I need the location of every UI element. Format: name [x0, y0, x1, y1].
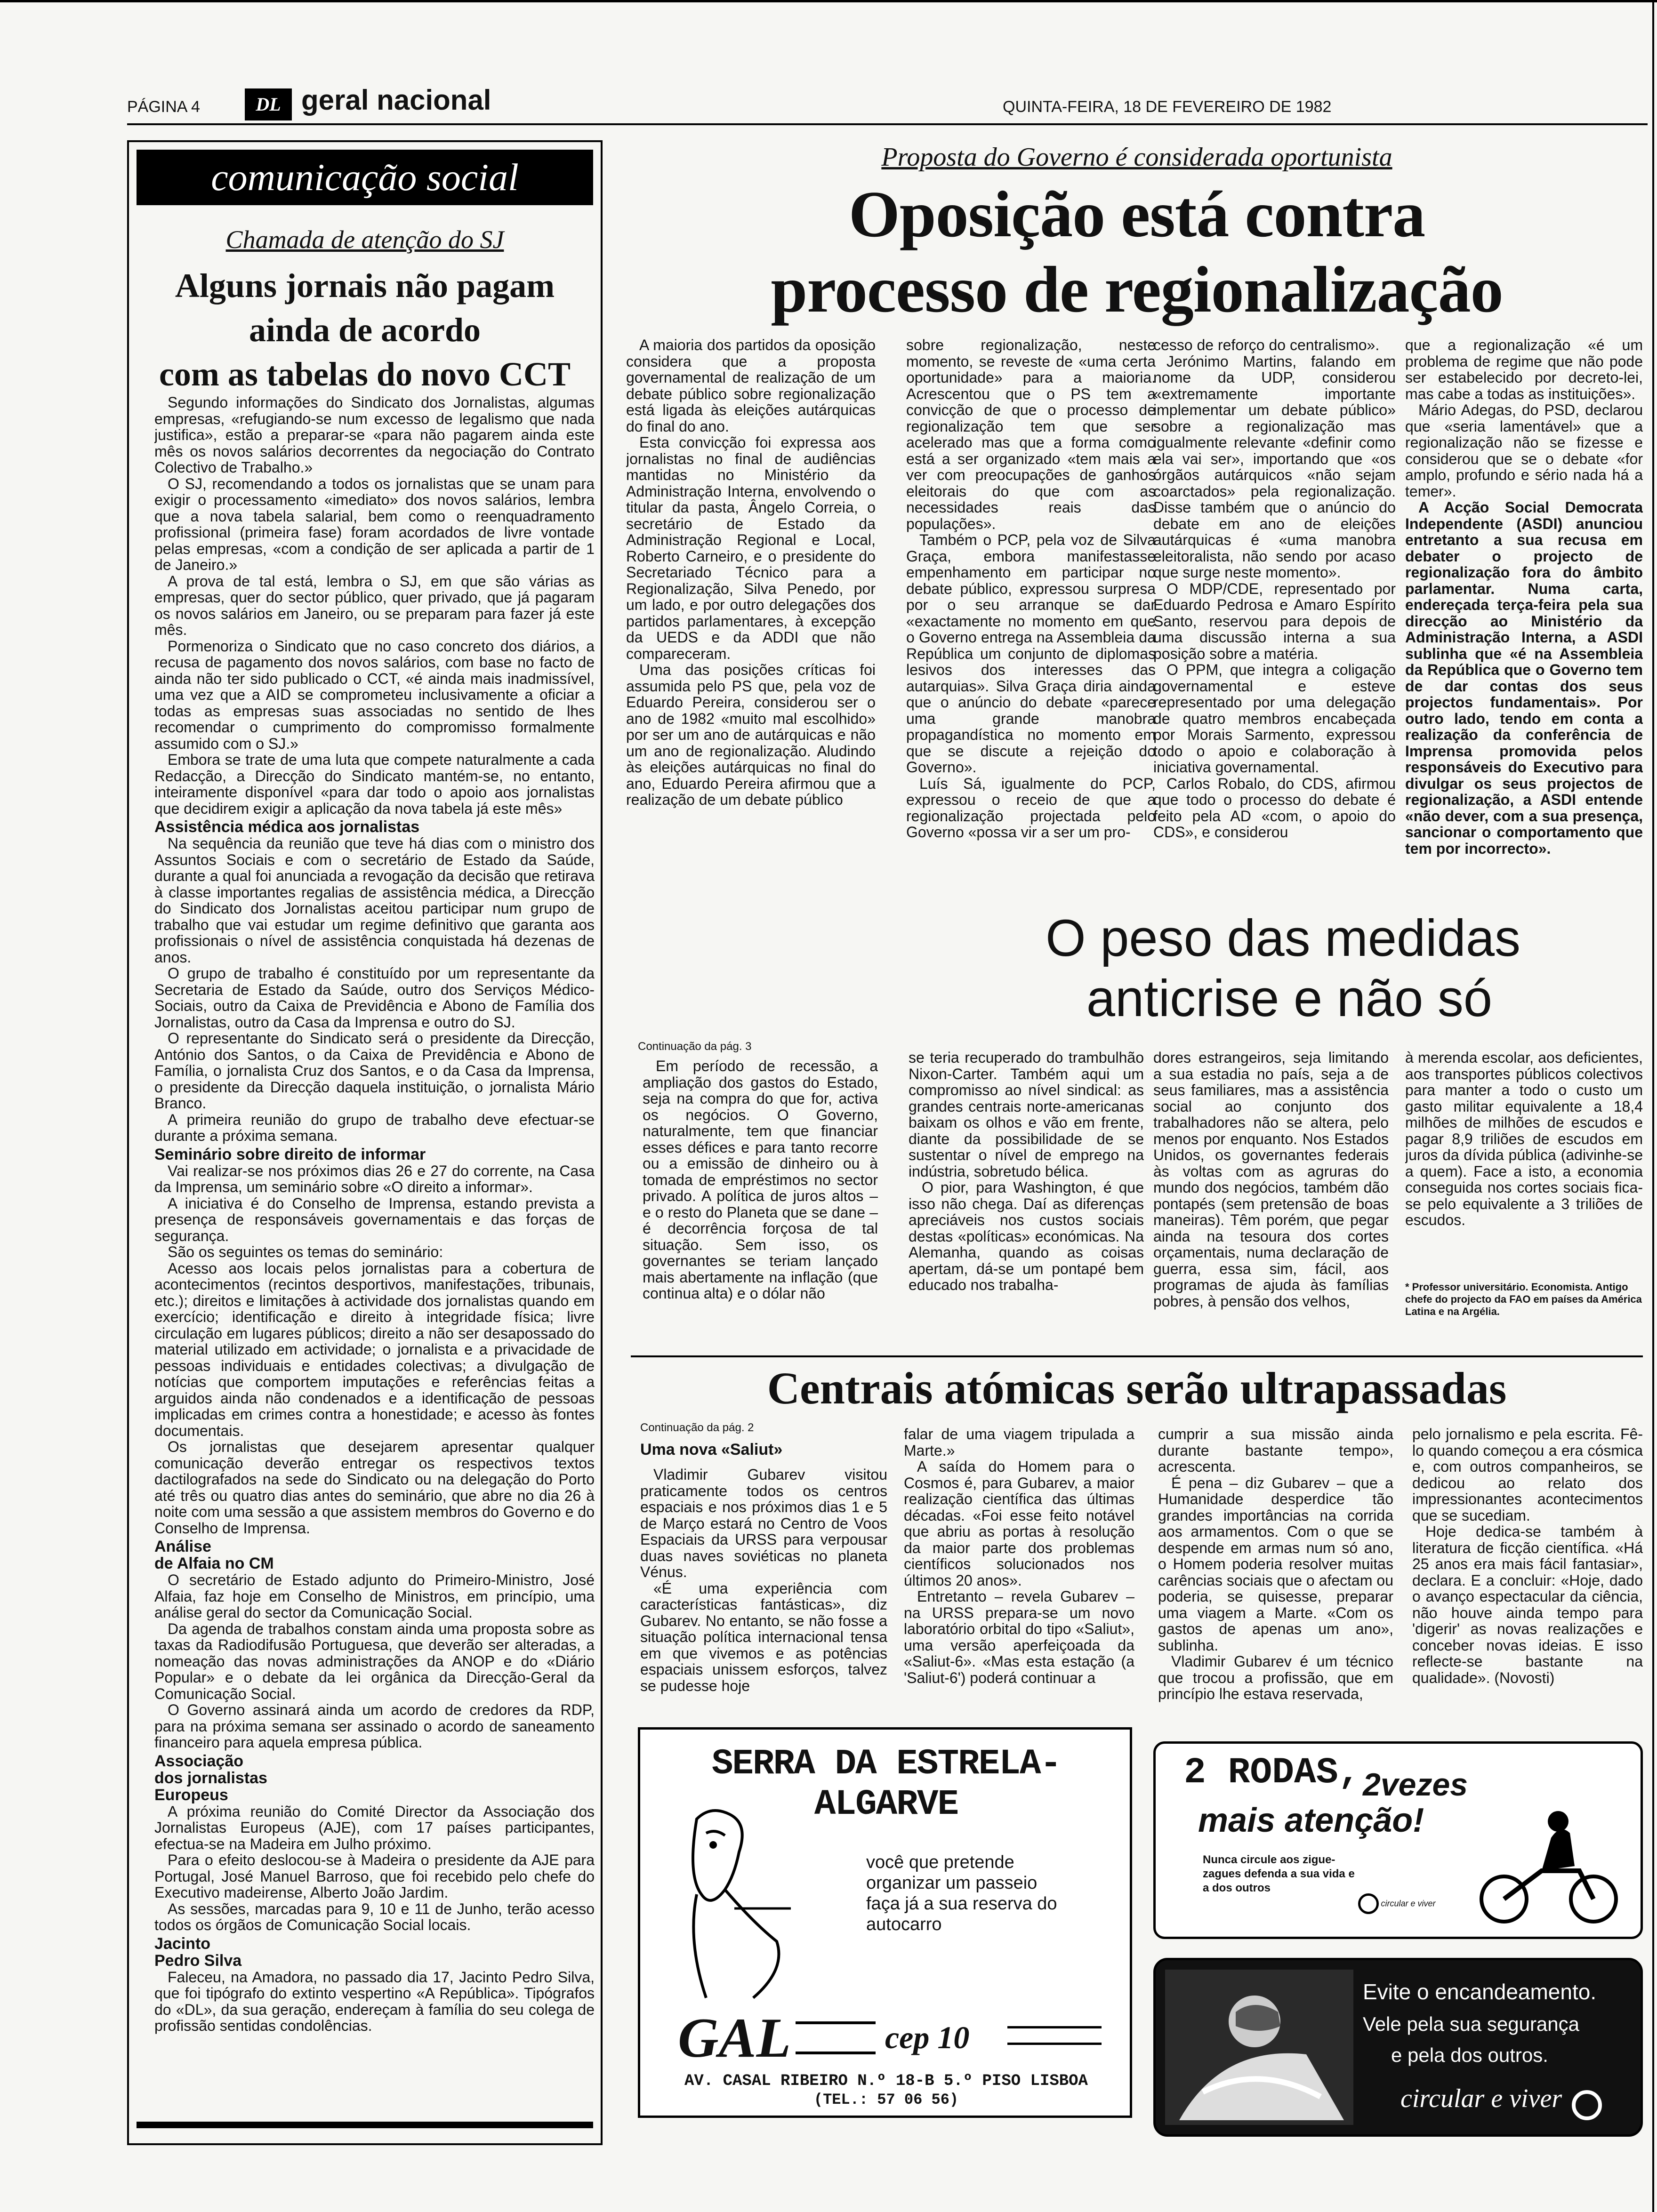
dl-logo — [245, 88, 292, 120]
atomic-col-2 — [904, 1426, 1134, 1704]
sj-kicker: Chamada de atenção do SJ — [225, 225, 504, 254]
regional-paragraph: A Acção Social Democrata Independente (ASDI) anunciou entretanto a sua recusa em debater o projecto de regionalização fora do âmbito parlamentar. Numa carta, endereçada terça-feira pela sua direcção ao Ministério da Administração Interna, a ASDI sublinha que «é na Assembleia da República que o Governo tem de dar contas dos seus projectos fundamentais». Por outro lado, tendo em conta a realização da conferência de Imprensa promovida pelos responsáveis do Executivo para divulgar os seus projectos de regionalização, a ASDI entende «não dever, com a sua presença, sancionar o comportamento que tem por incorrecto». — [1405, 499, 1643, 857]
sj-paragraph: Vai realizar-se nos próximos dias 26 e 27 do corrente, na Casa da Imprensa, um seminário sobre «O direito a informar». — [154, 1162, 595, 1195]
atomic-paragraph: É pena – diz Gubarev – que a Humanidade desperdice tão grandes importâncias na corrida aos armamentos. Com o que se despende em armas num só ano, o Homem poderia resolver muitas carências sociais que o afectam ou poderia, se quisesse, preparar uma viagem a Marte. «Com os gastos de apenas um ano», sublinha. — [1158, 1474, 1393, 1654]
sj-paragraph: O SJ, recomendando a todos os jornalistas que se unam para exigir o processamento «imediato» dos novos salários, lembra que a nova tabela salarial, bem como o reenquadramento profissional (primeira fase) foram acordados de livre vontade pelas empresas, «com a condição de ser aplicada a partir de 1 de Janeiro.» — [154, 475, 595, 573]
sj-paragraph: Embora se trate de uma luta que compete naturalmente a cada Redacção, a Direcção do Sindicato mantém-se, no entanto, inteiramente disponível «para dar todo o apoio aos jornalistas que decidirem exigir a aplicação da nova tabela já este mês» — [154, 751, 595, 817]
atomic-continuation: Continuação da pág. 2 — [640, 1421, 754, 1434]
atomic-headline: Centrais atómicas serão ultrapassadas — [767, 1363, 1507, 1413]
ad-bus-phone: (TEL.: 57 06 56) — [813, 2091, 959, 2108]
sj-paragraph: O secretário de Estado adjunto do Primeiro-Ministro, José Alfaia, faz hoje em Conselho de Ministros, em princípio, uma análise geral do sector da Comunicação Social. — [154, 1571, 595, 1621]
subhead-line: de Alfaia no CM — [154, 1555, 274, 1572]
ad-bus-tagline: você que pretende organizar um passeio faça já a sua reserva do autocarro — [866, 1852, 1057, 1934]
atomic-paragraph: «É uma experiência com características fantásticas», diz Gubarev. No entanto, se não fosse a situação política internacional tensa em que vivemos e as potências espaciais unissem esforços, talvez se pudesse hoje — [640, 1579, 887, 1694]
ad-glare-logo — [1400, 2084, 1602, 2120]
regional-headline-line-2: processo de regionalização — [771, 253, 1503, 326]
regional-paragraph: A maioria dos partidos da oposição considera que a proposta governamental de realização de um debate público sobre regionalização está ligada às eleições autárquicas do final do ano. — [626, 337, 876, 435]
atomic-paragraph: A saída do Homem para o Cosmos é, para Gubarev, a maior realização científica das últimas décadas. «Foi esse feito notável que abriu as portas à resolução da maior parte dos problemas científicos solucionados nos últimos 20 anos». — [904, 1458, 1134, 1589]
regional-col-4 — [1405, 337, 1643, 878]
regional-headline-line-1: Oposição está contra — [848, 178, 1425, 251]
subhead-line: Europeus — [154, 1786, 228, 1804]
regional-paragraph: O PPM, que integra a coligação governamental e esteve representado por uma delegação de quatro membros encabeçada por Morais Sarmento, expressou todo o apoio e colaboração à iniciativa governamental. — [1153, 661, 1396, 776]
sj-article-body — [154, 394, 595, 2070]
page-header — [127, 84, 1619, 126]
ad-glare-line-1: Evite o encandeamento. — [1363, 1980, 1597, 2004]
sj-paragraph: Da agenda de trabalhos constam ainda uma proposta sobre as taxas da Radiodifusão Portuguesa, que deverão ser alteradas, a nomeação das novas administrações da ANOP e do «Diário Popular» e o debate da lei orgânica da Direcção-Geral da Comunicação Social. — [154, 1620, 595, 1702]
ad-bus-stripes-right — [1007, 2026, 1102, 2045]
anticrise-col-2 — [909, 1050, 1144, 1341]
atomic-col-1 — [640, 1439, 887, 1703]
sj-paragraph: A primeira reunião do grupo de trabalho deve efectuar-se durante a próxima semana. — [154, 1111, 595, 1144]
anticrise-paragraph: dores estrangeiros, seja limitando a sua estadia no país, seja a de seus familiares, mas a assistência social ao conjunto dos trabalhadores não se altera, pelo menos por enquanto. Nos Estados Unidos, os governantes federais às voltas com as agruras do mundo dos negócios, também dão pontapés (sem pretensão de boas maneiras). Têm porém, que pegar ainda na tesoura dos cortes orçamentais, numa declaração de guerra, essa sim, fácil, aos programas de ajuda às famílias pobres, à pensão dos velhos, — [1153, 1050, 1389, 1310]
regional-paragraph: que a regionalização «é um problema de regime que não pode ser estabelecido por decreto-lei, mas cabe a todas as instituições». — [1405, 337, 1643, 402]
ad-glare-line-2: Vele pela sua segurança — [1363, 2013, 1580, 2035]
sj-paragraph: Pormenoriza o Sindicato que no caso concreto dos diários, a recusa de pagamento dos novos salários, com base no facto de ainda não ter sido publicado o CCT, «é ainda mais inadmissível, uma vez que a AID se comprometeu inclusivamente a oficiar a todas as empresas suas associadas no sentido de lhes recomendar o cumprimento do compromisso formalmente assumido com o SJ.» — [154, 637, 595, 752]
motorcycle-icon — [1471, 1805, 1626, 1927]
ad-moto-title-c: mais atenção! — [1198, 1802, 1424, 1839]
subhead-line: Pedro Silva — [154, 1951, 242, 1970]
sj-paragraph: São os seguintes os temas do seminário: — [168, 1243, 443, 1260]
atomic-paragraph: falar de uma viagem tripulada a Marte.» — [904, 1426, 1134, 1459]
anticrise-headline — [631, 908, 1643, 1029]
anticrise-headline-line-2: anticrise e não só — [1086, 970, 1492, 1027]
regional-paragraph: Carlos Robalo, do CDS, afirmou que todo o processo do debate é feito pela AD «com, o apoio do CDS», e considerou — [1153, 775, 1396, 841]
atomic-paragraph: Vladimir Gubarev é um técnico que trocou a profissão, que em princípio lhe estava reservada, — [1158, 1653, 1393, 1702]
subhead-analise — [154, 1538, 595, 1572]
header-date: QUINTA-FEIRA, 18 DE FEVEREIRO DE 1982 — [1003, 98, 1332, 116]
sj-headline-line-2: ainda de acordo — [249, 311, 481, 349]
left-bottom-rule — [137, 2122, 593, 2128]
page-number: PÁGINA 4 — [127, 98, 200, 116]
anticrise-col-1 — [643, 1058, 878, 1340]
ad-moto-title-b: 2vezes — [1363, 1767, 1468, 1803]
ad-motorcycle-safety — [1153, 1741, 1643, 1939]
sj-paragraph: O Governo assinará ainda um acordo de credores da RDP, para na próxima semana ser assinado o acordo de saneamento financeiro para aquela empresa pública. — [154, 1701, 595, 1751]
ad-moto-logo-text: circular e viver — [1381, 1899, 1436, 1908]
sj-paragraph: Na sequência da reunião que teve há dias com o ministro dos Assuntos Sociais e com o secretário de Estado da Saúde, durante a qual foi anunciada a revogação da decisão que retirava à classe importantes regalias de assistência médica, a Direcção do Sindicato dos Jornalistas aceitou participar num grupo de trabalho que vai estudar um regime definitivo que garanta aos profissionais o nível de assistência conquistada há dezenas de anos. — [154, 835, 595, 966]
regional-headline — [631, 177, 1643, 328]
atomic-col-4 — [1412, 1426, 1643, 1704]
regional-paragraph: cesso de reforço do centralismo». — [1153, 337, 1380, 353]
circular-viver-icon — [1358, 1893, 1379, 1914]
subhead-line: dos jornalistas — [154, 1769, 267, 1787]
ad-glare-warning — [1153, 1958, 1643, 2137]
anticrise-continuation: Continuação da pág. 3 — [638, 1040, 752, 1053]
sj-paragraph: As sessões, marcadas para 9, 10 e 11 de Junho, terão acesso todos os órgãos de Comunicação Social locais. — [154, 1900, 595, 1933]
anticrise-footnote: * Professor universitário. Economista. Antigo chefe do projecto da FAO em países da América Latina e na Argélia. — [1405, 1281, 1642, 1317]
anticrise-col-3 — [1153, 1050, 1389, 1341]
ad-bus-travel — [638, 1727, 1132, 2118]
subhead-associacao — [154, 1753, 595, 1803]
ad-moto-logo — [1358, 1893, 1435, 1914]
sj-paragraph: A próxima reunião do Comité Director da Associação dos Jornalistas Europeus (AJE), com 17 países participantes, efectua-se na Madeira em Julho próximo. — [154, 1803, 595, 1852]
sj-paragraph: O representante do Sindicato será o presidente da Direcção, António dos Santos, o da Caixa de Previdência e Abono de Família, o jornalista Cruz dos Santos, e o da Casa da Imprensa, o presidente da Direcção daquela instituição, o jornalista Mário Branco. — [154, 1030, 595, 1112]
regional-paragraph: Uma das posições críticas foi assumida pelo PS que, pela voz de Eduardo Pereira, considerou ser o ano de 1982 «muito mal escolhido» por ser um ano de autárquicas e não um ano de regionalização. Aludindo às eleições autárquicas no final do ano, Eduardo Pereira afirmou que a realização de um debate público — [626, 661, 876, 808]
right-edge-rule — [1652, 0, 1654, 2212]
atomic-paragraph: cumprir a sua missão ainda durante bastante tempo», acrescenta. — [1158, 1426, 1393, 1475]
sj-paragraph: O grupo de trabalho é constituído por um representante da Secretaria de Estado da Saúde, outro dos Serviços Médico-Sociais, outro da Caixa de Previdência e Abono de Família dos Jornalistas, outro da Casa da Imprensa e outro do SJ. — [154, 965, 595, 1031]
banner-text: comunicação social — [211, 156, 519, 199]
regional-col-3 — [1153, 337, 1396, 878]
atomic-paragraph: Hoje dedica-se também à literatura de ficção científica. «Há 25 anos era mais fácil fantasiar», declara. E a concluir: «Hoje, dado o avanço espectacular da ciência, não houve ainda tempo para 'digerir' as novas realizações e conceber novas ideias. E isso reflecte-se bastante na qualidade». (Novosti) — [1412, 1523, 1643, 1686]
regional-paragraph: Mário Adegas, do PSD, declarou que «seria lamentável» que a regionalização não se fizesse e considerou que se o debate «for amplo, profundo e sério nada há a temer». — [1405, 401, 1643, 500]
regional-paragraph: Também o PCP, pela voz de Silva Graça, embora manifestasse empenhamento em participar no debate público, expressou surpresa por o seu arranque se dar «exactamente no momento em que o Governo entrega na Assembleia da República um conjunto de diplomas lesivos dos interesses das autarquias». Silva Graça diria ainda que o anúncio do debate «parece uma grande manobra propagandística no momento em que se discute a rejeição do Governo». — [906, 531, 1156, 776]
anticrise-col-4 — [1405, 1050, 1643, 1271]
circular-viver-icon — [1572, 2090, 1602, 2120]
sj-paragraph: Faleceu, na Amadora, no passado dia 17, Jacinto Pedro Silva, que foi tipógrafo do extinto vespertino «A República». Tipógrafos do «DL», da sua geração, endereçam à família do seu colega de profissão sentidas condolências. — [154, 1968, 595, 2034]
regional-paragraph: O MDP/CDE, representado por Eduardo Pedrosa e Amaro Espírito Santo, reservou para depois de uma discussão interna a sua posição sobre a matéria. — [1153, 580, 1396, 662]
ad-glare-logo-text: circular e viver — [1400, 2084, 1562, 2113]
ad-bus-title: SERRA DA ESTRELA-ALGARVE — [711, 1744, 1061, 1825]
subhead-line: Jacinto — [154, 1934, 211, 1953]
driver-illustration — [1165, 1970, 1353, 2125]
subhead-jacinto — [154, 1935, 595, 1969]
sj-headline-line-1: Alguns jornais não pagam — [175, 267, 555, 305]
atomic-paragraph: Entretanto – revela Gubarev – na URSS prepara-se um novo laboratório orbital do tipo «Saliut», uma versão aperfeiçoada da «Saliut-6». «Mas esta estação (a 'Saliut-6') poderá continuar a — [904, 1588, 1134, 1686]
ad-bus-brand-sub: cep 10 — [885, 2020, 970, 2055]
regional-paragraph: sobre regionalização, neste momento, se reveste de «uma certa oportunidade» para a maioria. Acrescentou que o PS tem a convicção de que o processo de regionalização tem que ser acelerado mas que a forma como está a ser organizado «tem mais a ver com preocupações de ganhos eleitorais do que com as necessidades reais das populações». — [906, 337, 1156, 532]
regional-kicker: Proposta do Governo é considerada oportunista — [881, 143, 1392, 172]
sj-paragraph: Segundo informações do Sindicato dos Jornalistas, algumas empresas, «refugiando-se num excesso de legalismo que nada justifica», estão a preparar-se «para não pagarem ainda este mês os novos salários decorrentes da negociação do Contrato Colectivo de Trabalho.» — [154, 394, 595, 476]
anticrise-paragraph: se teria recuperado do trambulhão Nixon-Carter. Também aqui um compromisso ao nível sindical: as grandes centrais norte-americanas baixam os olhos e vão em frente, diante da possibilidade de se sustentar o nível de emprego na indústria, sobretudo bélica. — [909, 1050, 1144, 1180]
comunicacao-banner — [137, 150, 593, 205]
top-rule — [0, 0, 1657, 2]
header-rule — [127, 123, 1648, 125]
sj-paragraph: Para o efeito deslocou-se à Madeira o presidente da AJE para Portugal, José Manuel Barroso, que foi recebido pelo chefe do Executivo madeirense, Alberto João Jardim. — [154, 1851, 595, 1901]
sj-headline — [137, 264, 593, 396]
section-title: geral nacional — [301, 84, 491, 116]
ad-bus-address: AV. CASAL RIBEIRO N.º 18-B 5.º PISO LISBOA — [684, 2072, 1088, 2090]
sj-paragraph: Acesso aos locais pelos jornalistas para a cobertura de acontecimentos (recintos desportivos, manifestações, tribunais, etc.); direitos e limitações à actividade dos jornalistas quando em exercício; identificação e direito à integridade física; livre circulação em lugares públicos; direito a não ser desapossado do material utilizado em actividade; o jornalista e a privacidade de pessoas individuais e entidades colectivas; a divulgação de notícias que comportem imputações e referências feitas a arguidos ainda não condenados e a identificação de pessoas implicadas em crimes contra a honestidade; e acesso às fontes documentais. — [154, 1259, 595, 1439]
regional-paragraph: Luís Sá, igualmente do PCP, expressou o receio de que a regionalização projectada pelo Governo «possa vir a ser um pro- — [906, 775, 1156, 841]
atomic-subhead: Uma nova «Saliut» — [640, 1441, 783, 1459]
sj-paragraph: A iniciativa é do Conselho de Imprensa, estando prevista a presença de responsáveis governamentais e das forças de segurança. — [154, 1194, 595, 1244]
atomic-paragraph: Vladimir Gubarev visitou praticamente todos os centros espaciais e nos próximos dias 1 e 5 de Março estará no Centro de Voos Espaciais da URSS para verpousar duas naves soviéticas no planeta Vénus. — [640, 1466, 887, 1580]
subhead-line: Associação — [154, 1752, 243, 1770]
ad-moto-body: Nunca circule aos zigue-zagues defenda a sua vida e a dos outros — [1203, 1853, 1355, 1894]
sj-headline-line-3: com as tabelas do novo CCT — [159, 355, 571, 393]
regional-col-2 — [906, 337, 1156, 878]
ad-bus-stripes — [796, 2021, 876, 2054]
dl-logo-text: DL — [256, 94, 281, 115]
ad-moto-title-a: 2 RODAS, — [1184, 1752, 1360, 1794]
atomic-top-rule — [631, 1355, 1643, 1357]
anticrise-paragraph: O pior, para Washington, é que isso não chega. Daí as diferenças apreciáveis nos custos sociais destas «políticas» económicas. Na Alemanha, quando as coisas apertam, dá-se um pontapé bem educado nos trabalha- — [909, 1179, 1144, 1293]
anticrise-paragraph: à merenda escolar, aos deficientes, aos transportes públicos colectivos para manter a todo o custo um gasto militar equivalente a 18,4 milhões de milhões de escudos e pagar 8,9 triliões de escudos em juros da dívida pública (adivinhe-se a quem). Face a isto, a economia conseguida nos cortes sociais fica-se pelo equivalente a 3 triliões de escudos. — [1405, 1050, 1643, 1228]
subhead-seminario: Seminário sobre direito de informar — [154, 1145, 426, 1163]
ad-glare-line-3: e pela dos outros. — [1391, 2044, 1548, 2066]
atomic-col-3 — [1158, 1426, 1393, 1704]
atomic-paragraph: pelo jornalismo e pela escrita. Fê-lo quando começou a era cósmica e, com outros companheiros, se dedicou ao relato dos impressionantes acontecimentos que se sucediam. — [1412, 1426, 1643, 1524]
sj-paragraph: A prova de tal está, lembra o SJ, em que são várias as empresas, quer do sector público, quer privado, que já pagaram os novos salários em Janeiro, ou se preparam para fazer já este mês. — [154, 572, 595, 638]
ad-bus-brand: GAL — [678, 2006, 791, 2069]
subhead-assistencia: Assistência médica aos jornalistas — [154, 818, 420, 836]
regional-paragraph: Jerónimo Martins, falando em nome da UDP, considerou «extremamente importante implementar um debate público» sobre a regionalização mas igualmente relevante «definir como ela vai ser», importando que «os órgãos autárquicos «não sejam coarctados» pela regionalização. Disse também que o anúncio do debate em ano de eleições autárquicas é «uma manobra eleitoralista, não sendo por acaso que surge neste momento». — [1153, 353, 1396, 581]
subhead-line: Análise — [154, 1538, 211, 1555]
regional-paragraph: Esta convicção foi expressa aos jornalistas no final de audiências mantidas no Ministério da Administração Interna, envolvendo o titular da pasta, Ângelo Correia, o secretário de Estado da Administração Regional e Local, Roberto Carneiro, e o presidente do Secretariado Técnico para a Regionalização, Silva Penedo, por um lado, e por outro delegações dos partidos parlamentares, à excepção da UEDS e da ADDI que não compareceram. — [626, 434, 876, 662]
anticrise-paragraph: Em período de recessão, a ampliação dos gastos do Estado, seja na compra do que for, activa os negócios. O Governo, naturalmente, tem que financiar esses défices e para tanto recorre ou a emissão de dinheiro ou à tomada de empréstimos no sector privado. A política de juros altos – e o resto do Planeta que se dane – é decorrência forçosa de tal situação. Sem isso, os governantes se teriam lançado mais abertamente na inflação (que continua alta) e o dólar não — [643, 1058, 878, 1302]
sj-paragraph: Os jornalistas que desejarem apresentar qualquer comunicação deverão entregar os respectivos textos dactilografados na sede do Sindicato ou na delegação do Porto até três ou quatro dias antes do seminário, que abre no dia 26 à noite com uma sessão a que assistem membros do Governo e do Conselho de Imprensa. — [154, 1438, 595, 1537]
ad-bus-illustration — [668, 1800, 810, 2003]
regional-col-1 — [626, 337, 876, 878]
anticrise-headline-line-1: O peso das medidas — [1046, 909, 1520, 967]
